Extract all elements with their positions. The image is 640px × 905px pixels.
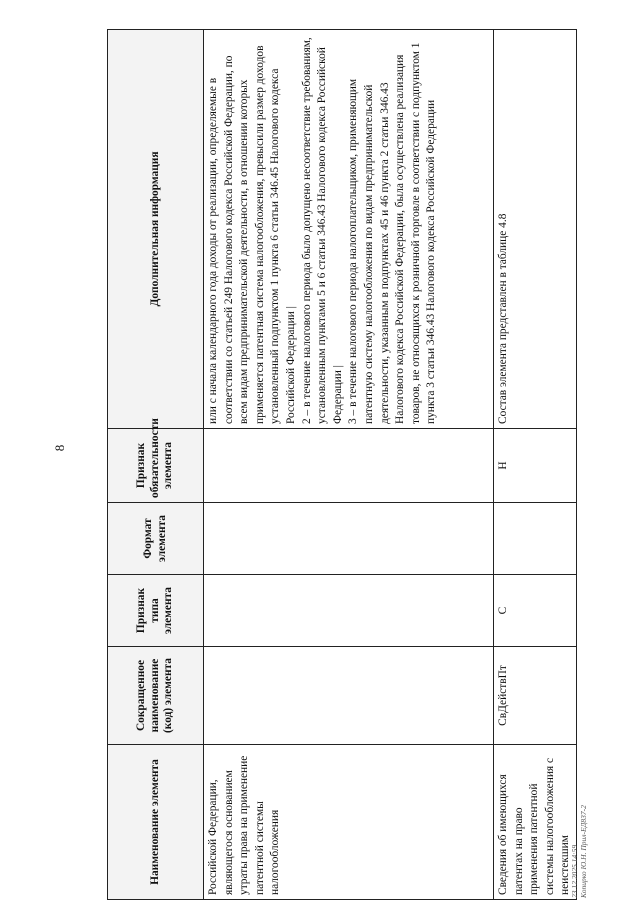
footer-stamp-text	[570, 805, 588, 898]
page-number: 8	[52, 444, 67, 452]
header-element-type: Признак типа элемента	[108, 575, 204, 647]
cell-type: С	[494, 575, 577, 647]
cell-required	[204, 429, 494, 503]
table-row	[204, 30, 494, 900]
cell-format	[204, 503, 494, 575]
cell-name: Сведения об имеющихся патентах на право применения патентной системы налогообложения с неистекшим	[494, 745, 577, 900]
rotated-table-container	[107, 30, 572, 900]
rotated-table-inner	[107, 30, 572, 900]
footer-stamp	[570, 790, 588, 900]
cell-code	[204, 647, 494, 745]
cell-info: или с начала календарного года доходы от реализации, определяемые в соответствии со статьей 249 Налогового кодекса Российской Федерации, по всем видам предпринимательской деятельности, в отношении которых применяется патентная система налогообложения, превысили размер доходов установленный подпунктом 1 пункта 6 статьи 346.45 Налогового кодекса Российской Федерации | 2 – в течение налогового периода было допущено несоответствие требованиям, установленным пунктами 5 и 6 статьи 346.43 Налогового кодекса Российской Федерации | 3 – в течение налогового периода налогоплательщиком, применяющим патентную систему налогообложения по видам предпринимательской деятельности, указанным в подпунктах 45 и 46 пункта 2 статьи 346.43 Налогового кодекса Российской Федерации, была осуществлена реализация товаров, не относящихся к розничной торговле в соответствии с подпунктом 1 пункта 3 статьи 346.43 Налогового кодекса Российской Федерации	[204, 30, 494, 429]
footer-author: Копирко Ю.Н. Прил-ЕД837-2	[579, 805, 588, 898]
cell-format	[494, 503, 577, 575]
header-element-format: Формат элемента	[108, 503, 204, 575]
element-spec-table	[107, 29, 577, 900]
table-row	[494, 30, 577, 900]
header-element-code: Сокращенное наименование (код) элемента	[108, 647, 204, 745]
header-element-required: Признак обязательности элемента	[108, 429, 204, 503]
cell-type	[204, 575, 494, 647]
header-additional-info: Дополнительная информация	[108, 30, 204, 429]
cell-required: Н	[494, 429, 577, 503]
header-element-name: Наименование элемента	[108, 745, 204, 900]
table-header-row	[108, 30, 204, 900]
cell-name: Российской Федерации, являющегося основанием утраты права на применение патентной системы налогообложения	[204, 745, 494, 900]
cell-info: Состав элемента представлен в таблице 4.8	[494, 30, 577, 429]
cell-code: СвДействПт	[494, 647, 577, 745]
footer-date: 23.12.2025 14:59	[570, 844, 579, 898]
